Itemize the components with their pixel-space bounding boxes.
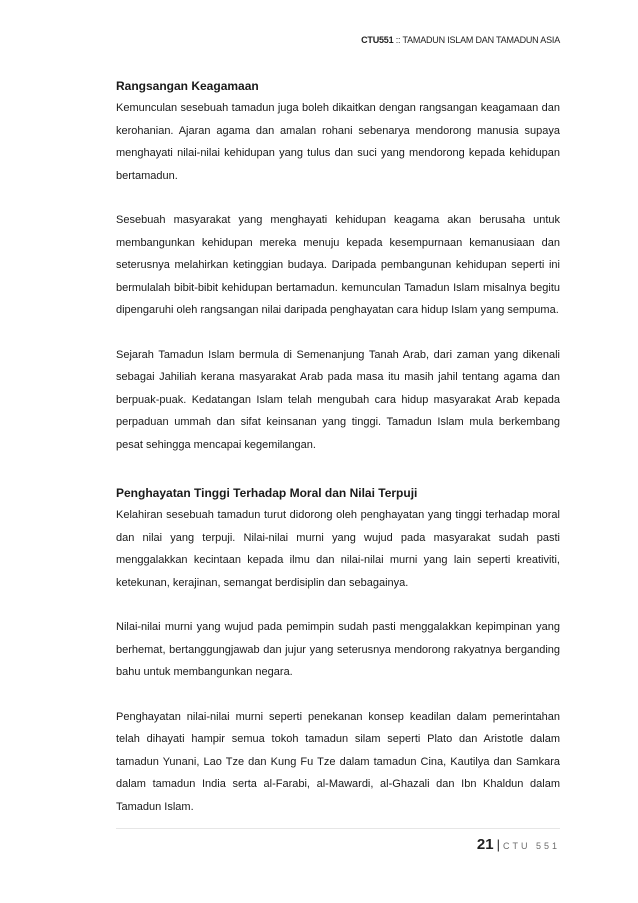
paragraph: Nilai-nilai murni yang wujud pada pemimpin sudah pasti menggalakkan kepimpinan yang berhemat, bertanggungjawab dan jujur yang seterusnya mendorong rakyatnya berganding bahu untuk membangunkan negara. bbox=[116, 621, 560, 678]
header-course-code: CTU551 bbox=[361, 35, 394, 45]
header-separator: :: bbox=[393, 35, 403, 45]
section-heading-rangsangan-keagamaan: Rangsangan Keagamaan bbox=[116, 79, 259, 93]
page-body bbox=[116, 75, 560, 818]
footer-course-code: CTU 551 bbox=[502, 841, 560, 851]
page-number: 21 bbox=[476, 836, 494, 853]
running-header bbox=[361, 35, 560, 45]
footer-separator: | bbox=[496, 837, 500, 852]
paragraph: Kelahiran sesebuah tamadun turut didorong oleh penghayatan yang tinggi terhadap moral dan nilai yang terpuji. Nilai-nilai murni yang wujud pada masyarakat sudah pasti menggalakkan kecintaan kepada ilmu dan nilai-nilai murni yang lain seperti kreativiti, ketekunan, kerajinan, semangat berdisiplin dan sebagainya. bbox=[116, 509, 560, 589]
paragraph: Penghayatan nilai-nilai murni seperti penekanan konsep keadilan dalam pemerintahan telah dihayati hampir semua tokoh tamadun silam seperti Plato dan Aristotle dalam tamadun Yunani, Lao Tze dan Kung Fu Tze dalam tamadun Cina, Kautilya dan Samkara dalam tamadun India serta al-Farabi, al-Mawardi, al-Ghazali dan Ibn Khaldun dalam Tamadun Islam. bbox=[116, 710, 560, 813]
paragraph: Sesebuah masyarakat yang menghayati kehidupan keagama akan berusaha untuk membangunkan kehidupan mereka menuju kepada kesempurnaan kemanusiaan dan seterusnya melahirkan ketinggian budaya. Daripada pembangunan kehidupan seperti ini bermulalah bibit-bibit kehidupan bertamadun. kemunculan Tamadun Islam misalnya begitu dipengaruhi oleh rangsangan nilai daripada penghayatan cara hidup Islam yang sempuma. bbox=[116, 214, 560, 316]
paragraph: Sejarah Tamadun Islam bermula di Semenanjung Tanah Arab, dari zaman yang dikenali sebagai Jahiliah kerana masyarakat Arab pada masa itu masih jahil tentang agama dan berpuak-puak. Kedatangan Islam telah mengubah cara hidup masyarakat Arab kepada perpaduan ummah dan sifat keinsanan yang tinggi. Tamadun Islam mula berkembang pesat sehingga mencapai kegemilangan. bbox=[116, 348, 560, 451]
header-course-title: TAMADUN ISLAM DAN TAMADUN ASIA bbox=[402, 35, 560, 45]
section-heading-penghayatan-moral: Penghayatan Tinggi Terhadap Moral dan Nilai Terpuji bbox=[116, 486, 418, 500]
page-footer bbox=[477, 836, 560, 853]
paragraph: Kemunculan sesebuah tamadun juga boleh dikaitkan dengan rangsangan keagamaan dan kerohanian. Ajaran agama dan amalan rohani sebenarya mendorong manusia supaya menghayati nilai-nilai kehidupan yang tulus dan suci yang mendorong kepada kehidupan bertamadun. bbox=[116, 102, 560, 182]
footer-divider bbox=[116, 828, 560, 829]
